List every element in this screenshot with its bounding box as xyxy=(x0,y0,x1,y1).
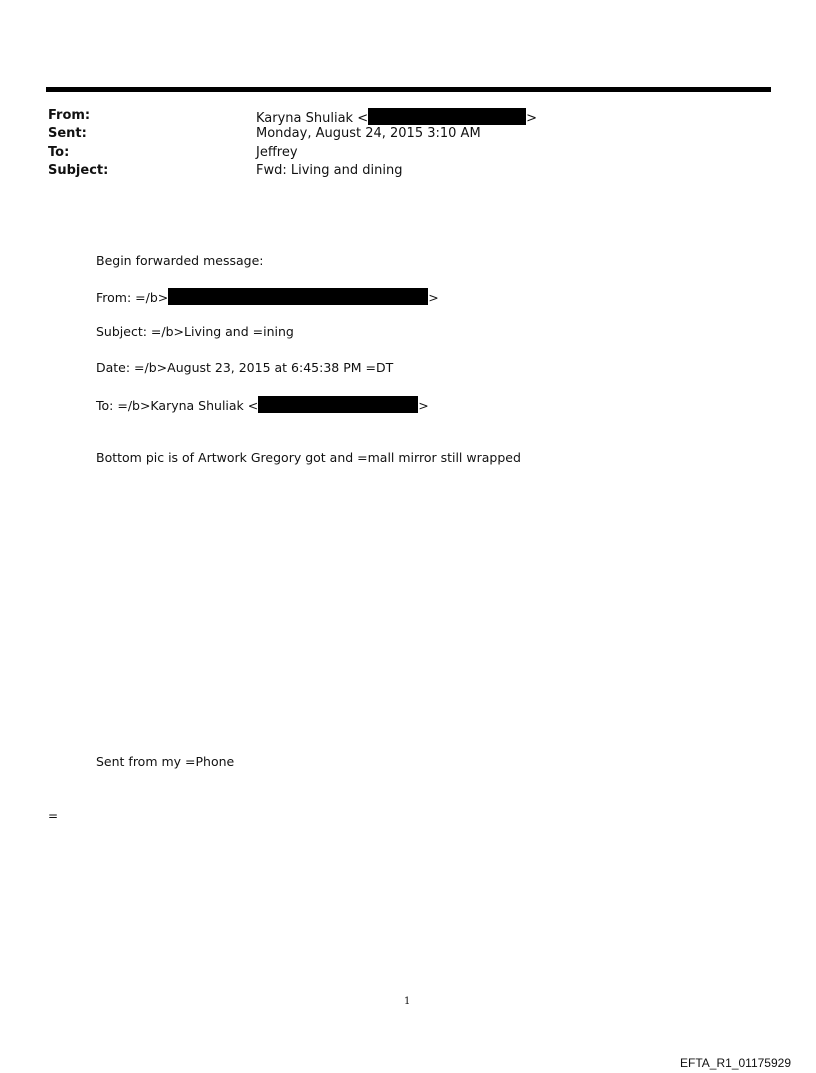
header-divider-rule xyxy=(46,87,771,92)
from-close-bracket: > xyxy=(526,111,538,126)
page-number: 1 xyxy=(404,996,411,1007)
from-value xyxy=(256,108,537,127)
subject-value: Fwd: Living and dining xyxy=(256,163,403,178)
forwarded-from-prefix: From: =/b> xyxy=(96,290,169,305)
sent-label: Sent: xyxy=(48,126,87,141)
forwarded-subject-line: Subject: =/b>Living and =ining xyxy=(96,324,294,339)
forwarded-intro: Begin forwarded message: xyxy=(96,253,264,268)
forwarded-message-text: Bottom pic is of Artwork Gregory got and =mall mirror still wrapped xyxy=(96,450,521,465)
to-label: To: xyxy=(48,145,70,160)
to-value: Jeffrey xyxy=(256,145,298,160)
stray-equals-char: = xyxy=(48,809,59,823)
forwarded-from-close: > xyxy=(428,290,439,305)
forwarded-from-line xyxy=(96,288,439,306)
forwarded-date-line: Date: =/b>August 23, 2015 at 6:45:38 PM =DT xyxy=(96,360,394,375)
redaction-box xyxy=(258,396,418,413)
document-id: EFTA_R1_01175929 xyxy=(680,1056,791,1070)
from-label: From: xyxy=(48,108,91,123)
sent-value: Monday, August 24, 2015 3:10 AM xyxy=(256,126,481,141)
redaction-box xyxy=(368,108,526,125)
redaction-box xyxy=(168,288,428,305)
forwarded-to-line xyxy=(96,396,429,414)
forwarded-to-close: > xyxy=(418,398,429,413)
forwarded-to-prefix: To: =/b>Karyna Shuliak < xyxy=(96,398,259,413)
from-name: Karyna Shuliak < xyxy=(256,111,369,126)
signature-line: Sent from my =Phone xyxy=(96,754,235,769)
subject-label: Subject: xyxy=(48,163,109,178)
